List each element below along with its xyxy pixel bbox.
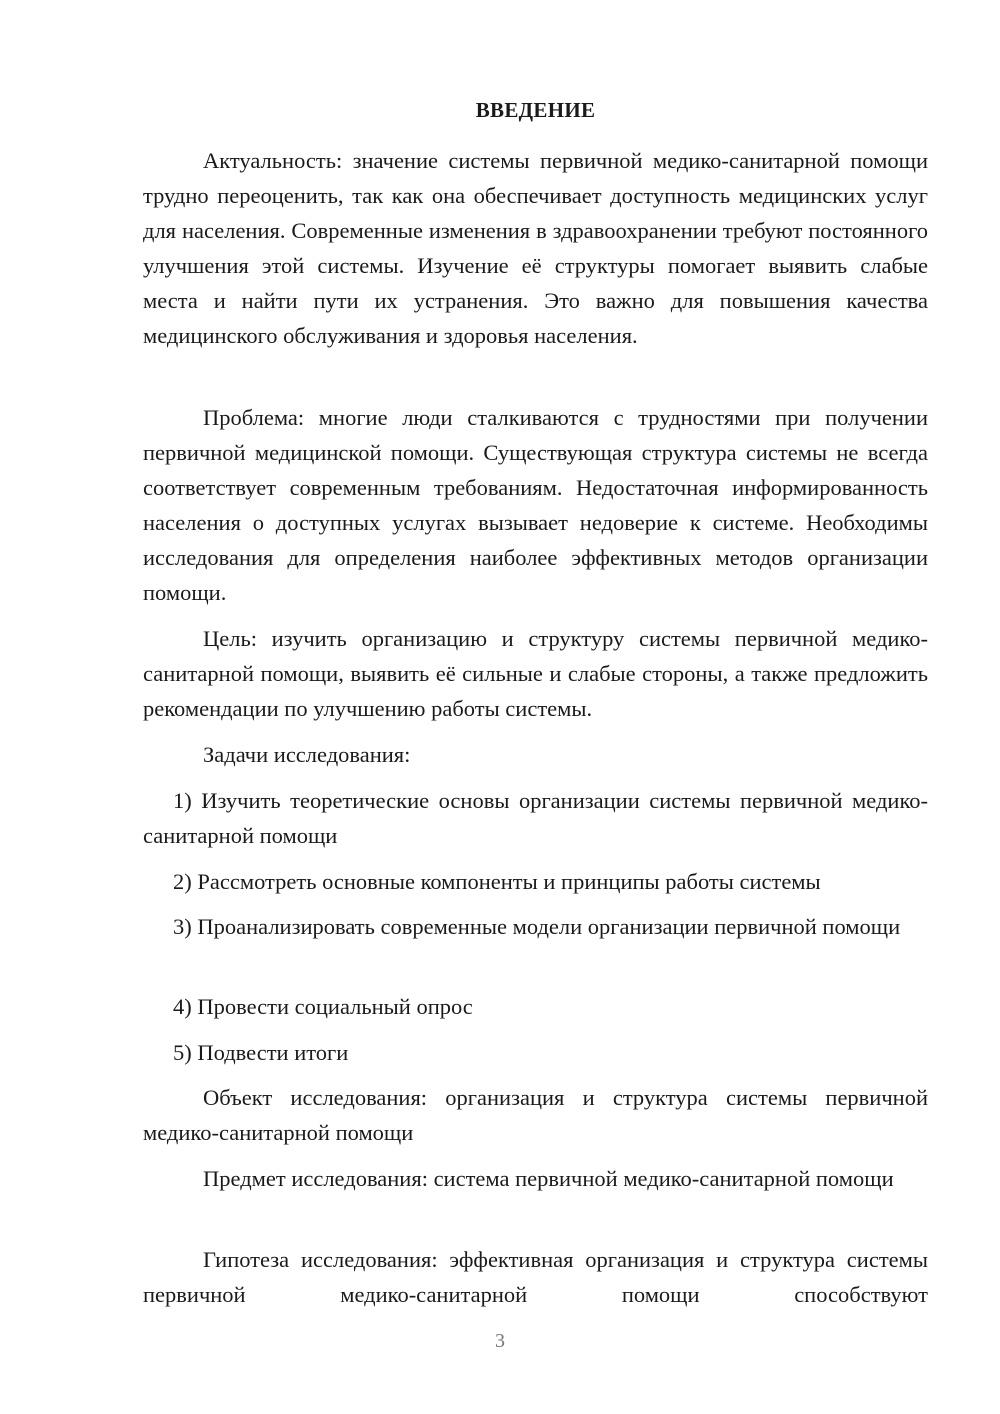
page-number: 3	[495, 1330, 505, 1352]
task-item-3: 3) Проанализировать современные модели организации первичной помощи	[173, 914, 901, 939]
tasks-heading: Задачи исследования:	[203, 742, 411, 767]
page-title: ВВЕДЕНИЕ	[475, 98, 596, 122]
paragraph-relevance: Актуальность: значение системы первичной медико-санитарной помощи трудно переоценить, так как она обеспечивает доступность медицинских услуг для населения. Современные изменения в здравоохранении требуют постоянного улучшения этой системы. Изучение её структуры помогает выявить слабые места и найти пути их устранения. Это важно для повышения качества медицинского обслуживания и здоровья населения.	[143, 148, 928, 348]
task-item-5: 5) Подвести итоги	[173, 1040, 349, 1065]
paragraph-object: Объект исследования: организация и структура системы первичной медико-санитарной помощи	[143, 1085, 928, 1145]
paragraph-hypothesis: Гипотеза исследования: эффективная организация и структура системы первичной медико-санитарной помощи способствуют	[143, 1247, 928, 1307]
paragraph-problem: Проблема: многие люди сталкиваются с трудностями при получении первичной медицинской помощи. Существующая структура системы не всегда соответствует современным требованиям. Недостаточная информированность населения о доступных услугах вызывает недоверие к системе. Необходимы исследования для определения наиболее эффективных методов организации помощи.	[143, 405, 928, 605]
paragraph-goal: Цель: изучить организацию и структуру системы первичной медико-санитарной помощи, выявить её сильные и слабые стороны, а также предложить рекомендации по улучшению работы системы.	[143, 626, 928, 721]
task-item-2: 2) Рассмотреть основные компоненты и принципы работы системы	[173, 869, 821, 894]
paragraph-subject: Предмет исследования: система первичной медико-санитарной помощи	[203, 1166, 894, 1191]
task-item-4: 4) Провести социальный опрос	[173, 994, 473, 1019]
task-item-1: 1) Изучить теоретические основы организации системы первичной медико-санитарной помощи	[143, 788, 928, 848]
